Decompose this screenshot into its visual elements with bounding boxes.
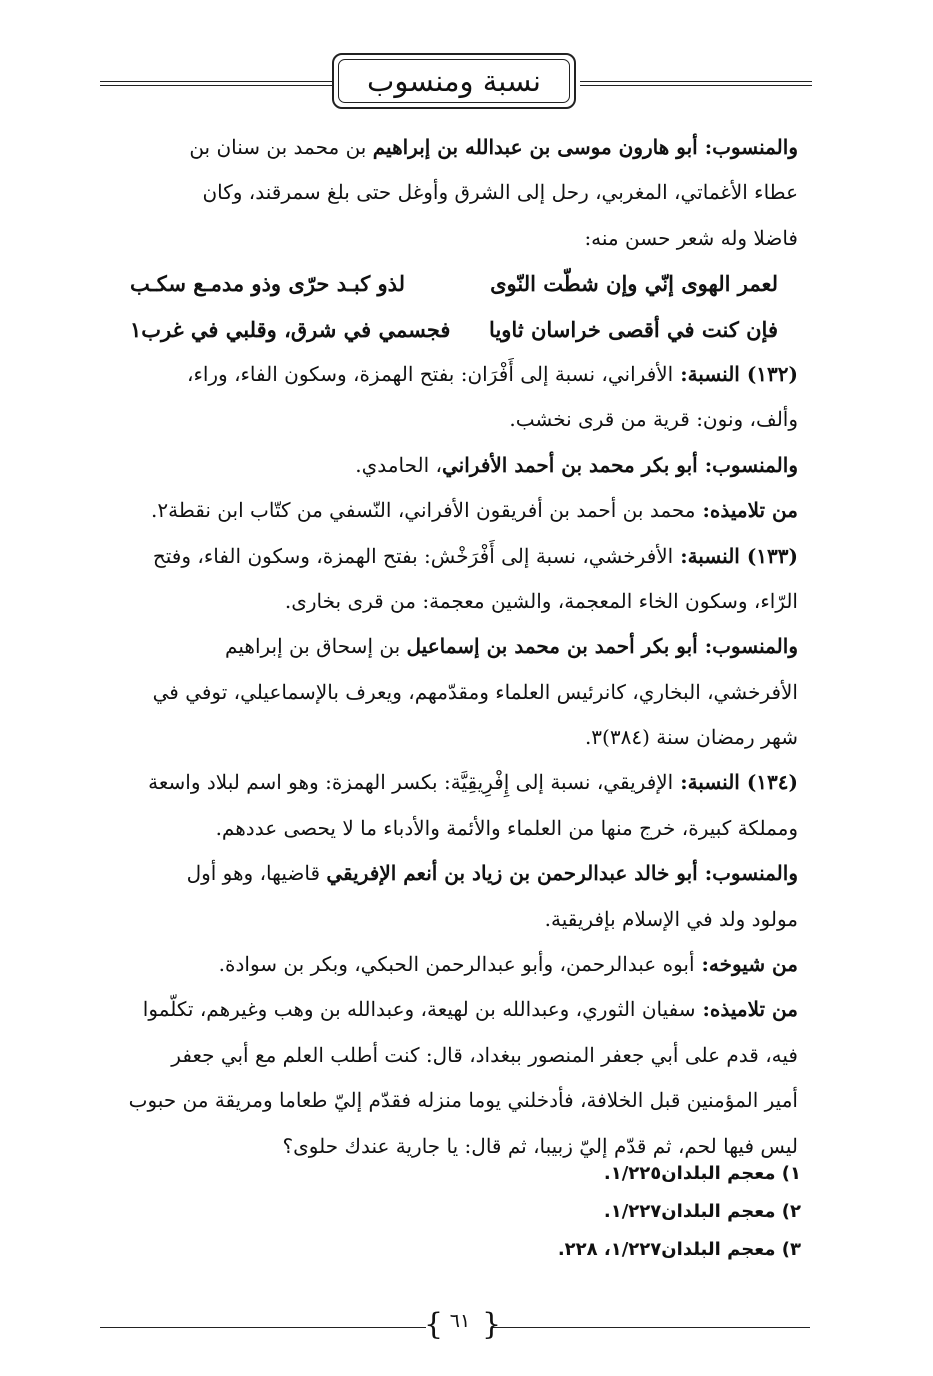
text-segment: محمد بن أحمد بن أفريقون الأفراني، النّسفي من كتّاب ابن نقطة٢. — [151, 498, 696, 523]
header-rule-right — [580, 81, 812, 86]
bold-segment: أبو خالد عبدالرحمن بن زياد بن أنعم الإفريقي — [326, 861, 698, 886]
bold-segment: (١٣٤) النسبة: — [673, 770, 798, 795]
text-segment: أبوه عبدالرحمن، وأبو عبدالرحمن الحبكي، وبكر بن سوادة. — [218, 952, 695, 977]
text-segment: ، الحامدي. — [355, 452, 442, 477]
text-segment: الأفراني، نسبة إلى أَفْرَان: بفتح الهمزة، وسكون الفاء، وراء، — [186, 361, 674, 386]
footnote-2: ٢) معجم البلدان١/٢٢٧. — [603, 1201, 801, 1222]
text-segment: ليس فيها لحم، ثم قدّم إليّ زبيبا، ثم قال: يا جارية عندك حلوى؟ — [282, 1133, 798, 1158]
text-segment: أمير المؤمنين قبل الخلافة، فأدخلني يوما منزله فقدّم إليّ طعاما ومريقة من حبوب — [128, 1088, 798, 1113]
text-segment: بن محمد بن سنان بن — [189, 135, 373, 159]
page-header-title: نسبة ومنسوب — [367, 64, 541, 98]
footnotes — [558, 1155, 801, 1269]
text-line — [110, 987, 798, 1032]
bold-segment: أبو بكر محمد بن أحمد الأفراني — [442, 452, 698, 477]
text-segment: بن إسحاق بن إبراهيم — [225, 634, 407, 659]
text-line — [110, 806, 798, 851]
page-number-brace-left: { — [424, 1307, 444, 1342]
text-segment: وألف، ونون: قرية من قرى نخشب. — [509, 407, 798, 432]
verse-hemistich-first: فإن كنت في أقصى خراسان ثاويا — [489, 316, 778, 342]
footnote-1: ١) معجم البلدان١/٢٢٥. — [603, 1163, 801, 1184]
text-segment: فيه، قدم على أبي جعفر المنصور ببغداد، قال: كنت أطلب العلم مع أبي جعفر — [171, 1042, 798, 1067]
text-segment: الإفريقي، نسبة إلى إِفْرِيقِيَّة: بكسر الهمزة: وهو اسم لبلاد واسعة — [148, 770, 674, 795]
text-segment: الأفرخشي، البخاري، كانرئيس العلماء ومقدّمهم، ويعرف بالإسماعيلي، توفي في — [152, 679, 798, 704]
text-line — [110, 624, 798, 669]
text-line — [110, 352, 798, 397]
text-segment: شهر رمضان سنة (٣٨٤)٣. — [584, 725, 798, 750]
header-frame-inner — [338, 59, 570, 103]
text-line — [110, 942, 798, 987]
text-line — [110, 488, 798, 533]
paragraph-block-2 — [110, 352, 798, 1169]
text-segment: قاضيها، وهو أول — [186, 861, 327, 886]
text-line — [110, 897, 798, 942]
bold-segment: والمنسوب: — [697, 634, 798, 659]
main-text — [110, 125, 798, 1169]
bold-segment: من تلاميذه: — [695, 498, 798, 523]
text-line — [110, 715, 798, 760]
page-number: ٦١ — [449, 1310, 471, 1332]
text-line — [110, 125, 798, 170]
text-line — [110, 443, 798, 488]
text-segment: الرّاء، وسكون الخاء المعجمة، والشين معجمة: من قرى بخارى. — [284, 588, 798, 613]
text-segment: سفيان الثوري، وعبدالله بن لهيعة، وعبدالله بن وهب وغيرهم، تكلّموا — [142, 997, 696, 1022]
verse-line-2 — [110, 307, 798, 352]
text-line — [110, 216, 798, 261]
text-segment: عطاء الأغماتي، المغربي، رحل إلى الشرق وأوغل حتى بلغ سمرقند، وكان — [202, 180, 798, 205]
text-segment: مولود ولد في الإسلام بإفريقية. — [544, 906, 798, 931]
bold-segment: والمنسوب: — [697, 135, 798, 159]
bold-segment: (١٣٢) النسبة: — [673, 361, 798, 386]
bold-segment: من شيوخه: — [694, 952, 798, 977]
text-line — [110, 534, 798, 579]
paragraph-block-1 — [110, 125, 798, 261]
text-segment: ومملكة كبيرة، خرج منها من العلماء والأئمة والأدباء ما لا يحصى عددهم. — [215, 815, 798, 840]
bold-segment: والمنسوب: — [697, 861, 798, 886]
header-frame — [332, 53, 576, 109]
text-line — [110, 1078, 798, 1123]
text-line — [110, 579, 798, 624]
verse-hemistich-second: لذو كبـد حرّى وذو مدمـع سكـب — [130, 271, 406, 297]
bold-segment: أبو هارون موسى بن عبدالله بن إبراهيم — [372, 135, 698, 159]
text-line — [110, 1033, 798, 1078]
page-number-brace-right: } — [482, 1307, 502, 1342]
bold-segment: (١٣٣) النسبة: — [673, 543, 798, 568]
header-rule-left — [100, 81, 332, 86]
footnote-3: ٣) معجم البلدان١/٢٢٧، ٢٢٨. — [557, 1239, 801, 1260]
text-line — [110, 170, 798, 215]
text-line — [110, 851, 798, 896]
bold-segment: والمنسوب: — [697, 452, 798, 477]
text-line — [110, 397, 798, 442]
text-segment: فاضلا وله شعر حسن منه: — [584, 225, 798, 250]
text-line — [110, 670, 798, 715]
text-segment: الأفرخشي، نسبة إلى أَفْرَخْش: بفتح الهمزة، وسكون الفاء، وفتح — [152, 543, 674, 568]
footer-rule-right — [492, 1327, 810, 1328]
bold-segment: من تلاميذه: — [695, 997, 798, 1022]
bold-segment: أبو بكر أحمد بن محمد بن إسماعيل — [406, 634, 698, 659]
footer-rule-left — [100, 1327, 426, 1328]
verse-hemistich-first: لعمر الهوى إنّي وإن شطّت النّوى — [490, 271, 778, 297]
verse-line-1 — [110, 261, 798, 306]
text-line — [110, 760, 798, 805]
verse-hemistich-second: فجسمي في شرق، وقلبي في غرب١ — [130, 316, 451, 342]
